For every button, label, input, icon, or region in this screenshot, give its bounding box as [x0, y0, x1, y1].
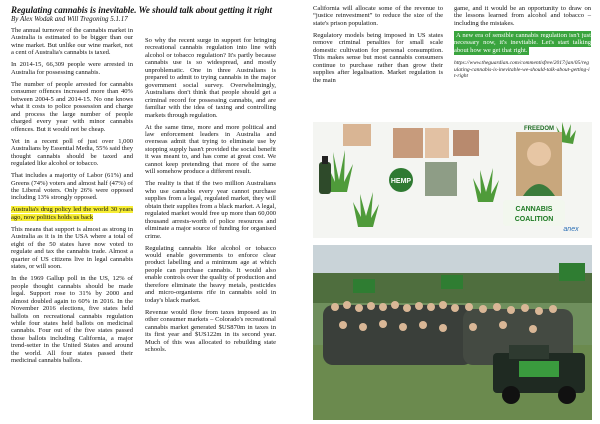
paragraph: At the same time, more and more political and law enforcement leaders in Australia and overseas admit that trying to eliminate use by stopping supply hasn't provided the social benefit it was meant to, and has come at great cost. We cannot keep pretending that more of the same will somehow produce a different result. — [145, 123, 276, 176]
paragraph: Regulating cannabis like alcohol or tobacco would enable governments to enforce clear product labelling and a minimum age at which people can purchase cannabis. It would also enable controls over the quality of production and therefore eliminate the heavy metals, pesticides and micro-organisms rife in cannabis sold in today's black market. — [145, 244, 276, 304]
coalition-banner-text: CANNABIS — [515, 206, 553, 213]
hemp-badge-text: HEMP — [390, 178, 412, 185]
paragraph: This means that support is almost as strong in Australia as it is in the USA where a total of eight of the 50 states have now voted to regulate and tax the cannabis trade. Almost a quarter of US citizens live in legal cannabis states, or will soon. — [11, 225, 133, 271]
paragraph: The number of people arrested for cannabis consumer offences increased more than 40% between 2004-5 and 2014-15. No one knows what it costs to police possession and charge and process the large number of people charged every year with minor cannabis offences. But it would not be cheap. — [11, 80, 133, 133]
source-url-link[interactable]: https://www.theguardian.com/commentisfree/2017/jan/05/regulating-cannabis-is-inevitable-we-should-talk-about-getting-it-right — [454, 60, 590, 80]
article-title: Regulating cannabis is inevitable. We should talk about getting it right — [11, 5, 272, 15]
highlight-quote — [454, 32, 591, 54]
column-4 — [454, 5, 591, 84]
paragraph: In 2014-15, 66,309 people were arrested in Australia for possessing cannabis. — [11, 61, 133, 76]
paragraph: The reality is that if the two million Australians who use cannabis every year cannot purchase supplies from a legal, regulated market, they will obtain their supplies from a black market. A legal, regulated market would free up more than 60,000 thousand arrests-worth of police resources and eliminate a major source of funding for organised crime. — [145, 180, 276, 240]
cannabis-coalition-collage — [313, 122, 592, 238]
paragraph: That includes a majority of Labor (61%) and Greens (74%) voters and almost half (47%) of the Liberal voters. Only 26% were opposed including 13% strongly opposed. — [11, 172, 133, 202]
rally-group-photo — [313, 245, 592, 420]
paragraph: The annual turnover of the cannabis market in Australia is estimated to be bigger than our wine market. But unlike our wine market, not a cent of Australia's cannabis is taxed. — [11, 27, 133, 57]
column-gutter — [310, 0, 311, 424]
paragraph: Regulatory models being imposed in US states remove criminal penalties for small scale domestic cultivation for personal consumption. This makes sense but most cannabis consumers continue to purchase rather than grow their supplies after legalisation. Market regulation is the main — [313, 31, 443, 84]
collage-image — [313, 122, 592, 238]
column-3 — [313, 5, 443, 89]
anex-logo: anex — [563, 226, 579, 233]
article-byline: By Alex Wodak and Will Tregoning 5.1.17 — [11, 15, 128, 23]
freedom-tag: FREEDOM — [524, 126, 554, 132]
paragraph: So why the recent surge in support for bringing recreational cannabis regulation into line with alcohol or tobacco regulation? It's partly because cannabis use is so widespread, and mostly unproblematic. One in three Australians is prepared to admit to trying cannabis in the major government social survey. Overwhelmingly, Australians don't think that people should get a criminal record for possessing cannabis, and are familiar with the idea of taxing and controlling markets through regulation. — [145, 37, 276, 119]
group-photo-image — [313, 245, 592, 420]
highlighted-text[interactable]: Australia's drug policy led the world 30 years ago, now politics holds us back — [11, 206, 133, 221]
article-header — [11, 5, 281, 23]
paragraph: Revenue would flow from taxes imposed as in other consumer markets – Colorado's recreational cannabis market generated $US870m in taxes in its first year and $US122m in its second year. Much of this was allocated to rebuilding state schools. — [145, 308, 276, 354]
paragraph: Yet in a recent poll of just over 1,000 Australians by Essential Media, 55% said they thought cannabis should be taxed and regulated like alcohol or tobacco. — [11, 137, 134, 168]
paragraph: California will allocate some of the revenue to “justice reinvestment” to reduce the size of the state's prison population. — [313, 5, 443, 27]
svg-text:COALITION: COALITION — [514, 216, 554, 223]
paragraph: game, and it would be an opportunity to draw on the lessons learned from alcohol and tobacco – including the mistakes. — [454, 5, 591, 27]
column-1 — [11, 27, 133, 369]
column-2 — [145, 37, 276, 358]
highlighted-quote: A new era of sensible cannabis regulation isn't just necessary now, it's inevitable. Let's start talking about how we get that right. — [454, 31, 591, 54]
paragraph: In the 1969 Gallup poll in the US, 12% of people thought cannabis should be made legal. Support rose to 31% by 2000 and almost doubled again to 60% in 2016. In the November 2016 elections, five states held ballots on recreational cannabis regulation while four states held ballots on medicinal cannabis. Four out of the five states passed those ballots including California, a major trend-setter in the United States and around the world. All four states passed their medicinal cannabis ballots. — [11, 275, 133, 365]
highlight-link[interactable] — [11, 206, 133, 221]
